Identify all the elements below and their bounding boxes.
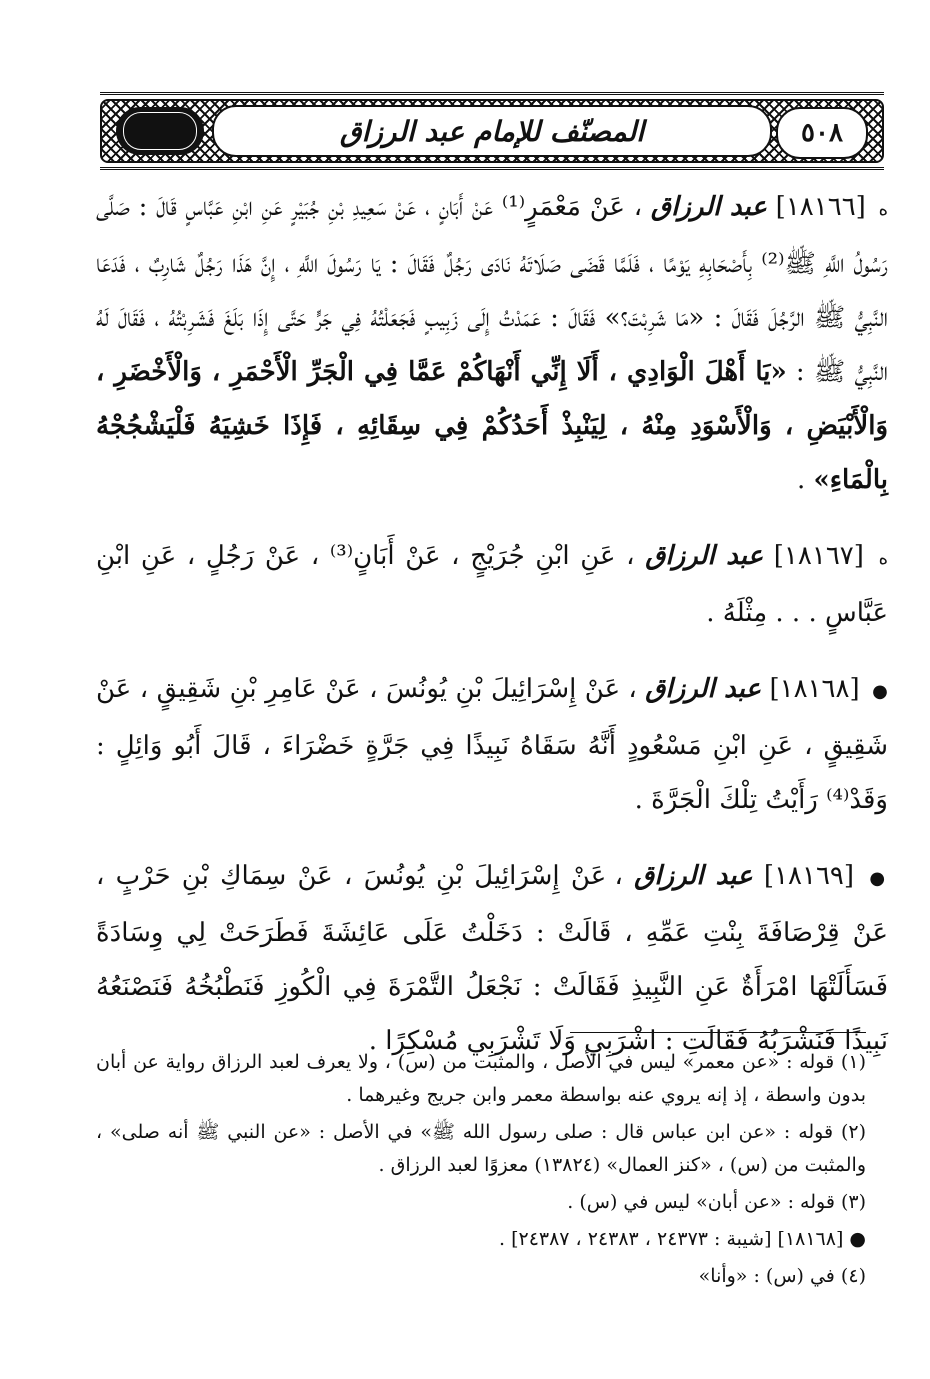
hadith-number: [١٨١٦٩] [763,861,855,891]
main-text [96,180,888,1090]
hadith-text: ، عَنْ مَعْمَرٍ⁽¹⁾ عَنْ أَبَانٍ ، عَنْ سَعِيدِ بْنِ جُبَيْرٍ عَنِ ابْنِ عَبَّاسٍ قَالَ : صَلَّى رَسُولُ اللَّهِ ﷺ⁽²⁾ بِأَصْحَابِهِ يَوْمًا ، فَلَمَّا قَضَى صَلَاتَهُ نَادَى رَجُلٌ فَقَالَ : يَا رَسُولَ اللَّهِ ، إِنَّ هَذَا رَجُلٌ شَارِبٌ ، فَدَعَا النَّبِيُّ ﷺ الرَّجُلَ فَقَالَ : «مَا شَرِبْتَ؟» فَقَالَ : عَمَدْتُ إِلَى زَبِيبٍ فَجَعَلْتُهُ فِي جَرٍّ حَتَّى إِذَا بَلَغَ فَشَرِبْتُهُ ، فَقَالَ لَهُ النَّبِيُّ ﷺ : [96,192,888,387]
hadith-marker: ه [878,548,888,569]
page-number: ٥٠٨ [776,107,868,159]
hadith-marker: ه [878,199,889,220]
hadith-marker: ● [872,681,888,702]
hadith-number: [١٨١٦٧] [773,541,864,571]
hadith-author: عبد الرزاق [645,541,764,571]
hadith-author: عبد الرزاق [645,674,761,704]
seal-inner-ring [123,112,197,150]
footnote-3: (٣) قوله : «عن أبان» ليس في (س) . [567,1191,866,1213]
header-title-cartouche [212,105,772,157]
footnotes [96,1046,866,1297]
page-header [100,92,884,170]
publisher-seal-icon [116,107,204,155]
hadith-number: [١٨١٦٨] [769,674,860,704]
hadith-marker: ● [869,868,889,889]
footnote-4: (٤) في (س) : «وأنا» [698,1265,866,1287]
hadith-author: عبد الرزاق [650,192,767,222]
hadith-tail: . [796,465,814,495]
footnote-reference: ● [١٨١٦٨] [شيبة : ٢٤٣٧٣ ، ٢٤٣٨٣ ، ٢٤٣٨٧] . [498,1228,866,1250]
header-ornament-frame [100,99,884,163]
hadith-18167 [96,529,888,640]
hadith-bold-text: «يَا أَهْلَ الْوَادِي ، أَلَا إِنِّي أَنْهَاكُمْ عَمَّا فِي الْجَرِّ الْأَحْمَرِ ، وَالْأَخْضَرِ ، وَالْأَبْيَضِ ، وَالْأَسْوَدِ مِنْهُ ، لِيَنْبِذْ أَحَدُكُمْ فِي سِقَائِهِ ، فَإِذَا خَشِيَهُ فَلْيَشْجُجْهُ بِالْمَاءِ» [96,357,888,495]
hadith-number: [١٨١٦٦] [775,192,866,222]
footnote-1: (١) قوله : «عن معمر» ليس في الأصل ، والمثبت من (س) ، ولا يعرف لعبد الرزاق رواية عن أبان بدون واسطة ، إذ إنه يروي عنه بواسطة معمر وابن جريج وغيرهما . [96,1051,866,1106]
book-title: المصنّف للإمام عبد الرزاق [339,114,645,148]
hadith-text: ، عَنْ إِسْرَائِيلَ بْنِ يُونُسَ ، عَنْ عَامِرِ بْنِ شَقِيقٍ ، عَنْ شَقِيقٍ ، عَنِ ابْنِ مَسْعُودٍ أَنَّهُ سَقَاهُ نَبِيذًا فِي جَرَّةٍ خَضْرَاءَ ، قَالَ أَبُو وَائِلٍ : وَقَدْ⁽⁴⁾ رَأَيْتُ تِلْكَ الْجَرَّةَ . [96,674,888,815]
footnote-divider [570,1032,866,1033]
footnote-2: (٢) قوله : «عن ابن عباس قال : صلى رسول الله ﷺ» في الأصل : «عن النبي ﷺ أنه صلى» ، والمثبت من (س) ، «كنز العمال» (١٣٨٢٤) معزوًا لعبد الرزاق . [96,1121,866,1176]
hadith-18166 [96,180,888,507]
hadith-author: عبد الرزاق [634,861,753,891]
hadith-18168 [96,662,888,827]
hadith-text: ، عَنِ ابْنِ جُرَيْجٍ ، عَنْ أَبَانٍ⁽³⁾ ، عَنْ رَجُلٍ ، عَنِ ابْنِ عَبَّاسٍ . . . مِثْلَهُ . [96,541,888,628]
hadith-18169 [96,849,888,1068]
hadith-text: ، عَنْ إِسْرَائِيلَ بْنِ يُونُسَ ، عَنْ سِمَاكِ بْنِ حَرْبٍ ، عَنْ قِرْصَافَةَ بِنْتِ عَمِّهِ ، قَالَتْ : دَخَلْتُ عَلَى عَائِشَةَ فَطَرَحَتْ لِي وِسَادَةً فَسَأَلَتْهَا امْرَأَةٌ عَنِ النَّبِيذِ فَقَالَتْ : نَجْعَلُ التَّمْرَةَ فِي الْكُوزِ فَنَطْبُخُهُ فَنَصْنَعُهُ نَبِيذًا فَنَشْرَبُهُ فَقَالَتِ : اشْرَبِي وَلَا تَشْرَبِي مُسْكِرًا . [96,861,888,1056]
